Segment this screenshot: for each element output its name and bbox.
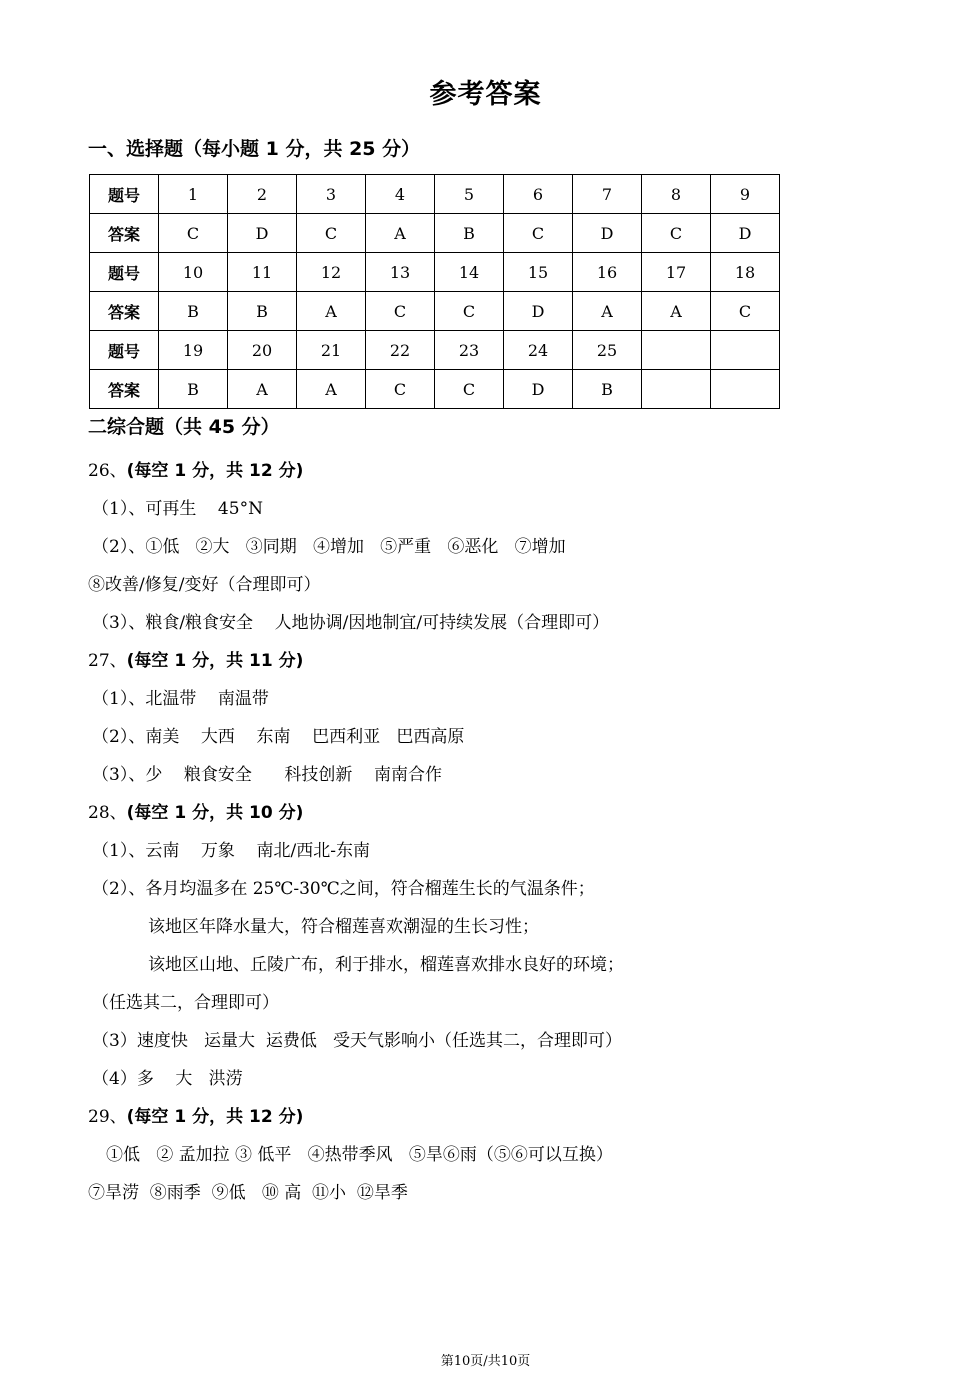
table-cell: 19: [159, 331, 228, 370]
table-cell: D: [573, 214, 642, 253]
table-cell: A: [366, 214, 435, 253]
table-cell: 22: [366, 331, 435, 370]
table-header-cell: 答案: [90, 214, 159, 253]
table-cell: 18: [711, 253, 780, 292]
table-cell: 3: [297, 175, 366, 214]
table-cell: A: [297, 292, 366, 331]
table-cell: 8: [642, 175, 711, 214]
question-number: 28、: [88, 803, 127, 823]
table-cell: C: [159, 214, 228, 253]
table-cell: 11: [228, 253, 297, 292]
table-cell: C: [504, 214, 573, 253]
table-row: [90, 214, 780, 253]
table-row: [90, 370, 780, 409]
table-cell: A: [642, 292, 711, 331]
table-cell: B: [228, 292, 297, 331]
page-title: 参考答案: [429, 79, 542, 110]
answer-line: （2）、各月均温多在 25℃-30℃之间，符合榴莲生长的气温条件；: [92, 879, 595, 899]
question-28-heading: [88, 798, 303, 823]
question-score: (每空 1 分，共 12 分): [126, 1107, 304, 1127]
table-cell: 4: [366, 175, 435, 214]
question-score: (每空 1 分，共 10 分): [126, 803, 304, 823]
table-cell: 5: [435, 175, 504, 214]
answer-line: 该地区山地、丘陵广布，利于排水，榴莲喜欢排水良好的环境；: [148, 955, 624, 975]
answer-line: ①低 ② 孟加拉 ③ 低平 ④热带季风 ⑤旱⑥雨（⑤⑥可以互换）: [106, 1145, 613, 1165]
table-cell: 21: [297, 331, 366, 370]
table-cell: 23: [435, 331, 504, 370]
table-row: [90, 175, 780, 214]
answer-line: （1）、北温带 南温带: [92, 689, 269, 709]
table-cell: 7: [573, 175, 642, 214]
table-header-cell: 答案: [90, 292, 159, 331]
question-number: 29、: [88, 1107, 127, 1127]
table-cell: C: [642, 214, 711, 253]
table-cell: 6: [504, 175, 573, 214]
table-cell: C: [366, 370, 435, 409]
table-header-cell: 答案: [90, 370, 159, 409]
table-cell: 9: [711, 175, 780, 214]
answer-line: （任选其二，合理即可）: [92, 993, 279, 1013]
table-row: [90, 292, 780, 331]
table-cell: B: [159, 292, 228, 331]
table-cell: A: [228, 370, 297, 409]
table-cell: A: [573, 292, 642, 331]
question-26-heading: [88, 456, 303, 481]
table-cell: 20: [228, 331, 297, 370]
answer-line: ⑧改善/修复/变好（合理即可）: [88, 575, 321, 595]
question-score: (每空 1 分，共 11 分): [126, 651, 304, 671]
table-cell: 24: [504, 331, 573, 370]
table-cell: D: [504, 370, 573, 409]
table-cell: C: [711, 292, 780, 331]
answer-line: ⑦旱涝 ⑧雨季 ⑨低 ⑩ 高 ⑪小 ⑫旱季: [88, 1183, 408, 1203]
answer-line: （2）、①低 ②大 ③同期 ④增加 ⑤严重 ⑥恶化 ⑦增加: [92, 537, 566, 557]
table-cell: 1: [159, 175, 228, 214]
answer-line: （3）、少 粮食安全 科技创新 南南合作: [92, 765, 442, 785]
section-2-heading: 二综合题（共 45 分）: [88, 416, 280, 438]
table-cell: A: [297, 370, 366, 409]
table-cell: 13: [366, 253, 435, 292]
table-cell: [642, 331, 711, 370]
question-number: 27、: [88, 651, 127, 671]
table-cell: D: [711, 214, 780, 253]
answer-line: （1）、云南 万象 南北/西北-东南: [92, 841, 371, 861]
table-cell: B: [573, 370, 642, 409]
table-cell: [711, 331, 780, 370]
table-cell: [711, 370, 780, 409]
table-cell: C: [366, 292, 435, 331]
page-footer: 第10页/共10页: [440, 1354, 531, 1369]
table-row: [90, 331, 780, 370]
answer-line: （4）多 大 洪涝: [92, 1069, 243, 1089]
table-cell: 12: [297, 253, 366, 292]
answer-line: （3）速度快 运量大 运费低 受天气影响小（任选其二，合理即可）: [92, 1031, 623, 1051]
answer-table: [89, 174, 780, 409]
table-cell: C: [435, 292, 504, 331]
question-27-heading: [88, 646, 303, 671]
table-cell: B: [435, 214, 504, 253]
table-header-cell: 题号: [90, 175, 159, 214]
question-number: 26、: [88, 461, 127, 481]
answer-line: （1）、可再生 45°N: [92, 499, 263, 519]
table-header-cell: 题号: [90, 331, 159, 370]
table-cell: D: [228, 214, 297, 253]
section-1-heading: 一、选择题（每小题 1 分，共 25 分）: [88, 138, 421, 160]
answer-line: （3）、粮食/粮食安全 人地协调/因地制宜/可持续发展（合理即可）: [92, 613, 610, 633]
answer-line: （2）、南美 大西 东南 巴西利亚 巴西高原: [92, 727, 465, 747]
table-cell: B: [159, 370, 228, 409]
table-cell: 14: [435, 253, 504, 292]
table-cell: D: [504, 292, 573, 331]
table-cell: 2: [228, 175, 297, 214]
table-cell: 25: [573, 331, 642, 370]
question-29-heading: [88, 1102, 303, 1127]
table-cell: 15: [504, 253, 573, 292]
table-header-cell: 题号: [90, 253, 159, 292]
table-cell: C: [435, 370, 504, 409]
table-cell: 10: [159, 253, 228, 292]
table-cell: [642, 370, 711, 409]
question-score: (每空 1 分，共 12 分): [126, 461, 304, 481]
table-row: [90, 253, 780, 292]
table-cell: 16: [573, 253, 642, 292]
answer-line: 该地区年降水量大，符合榴莲喜欢潮湿的生长习性；: [148, 917, 539, 937]
table-cell: C: [297, 214, 366, 253]
table-cell: 17: [642, 253, 711, 292]
